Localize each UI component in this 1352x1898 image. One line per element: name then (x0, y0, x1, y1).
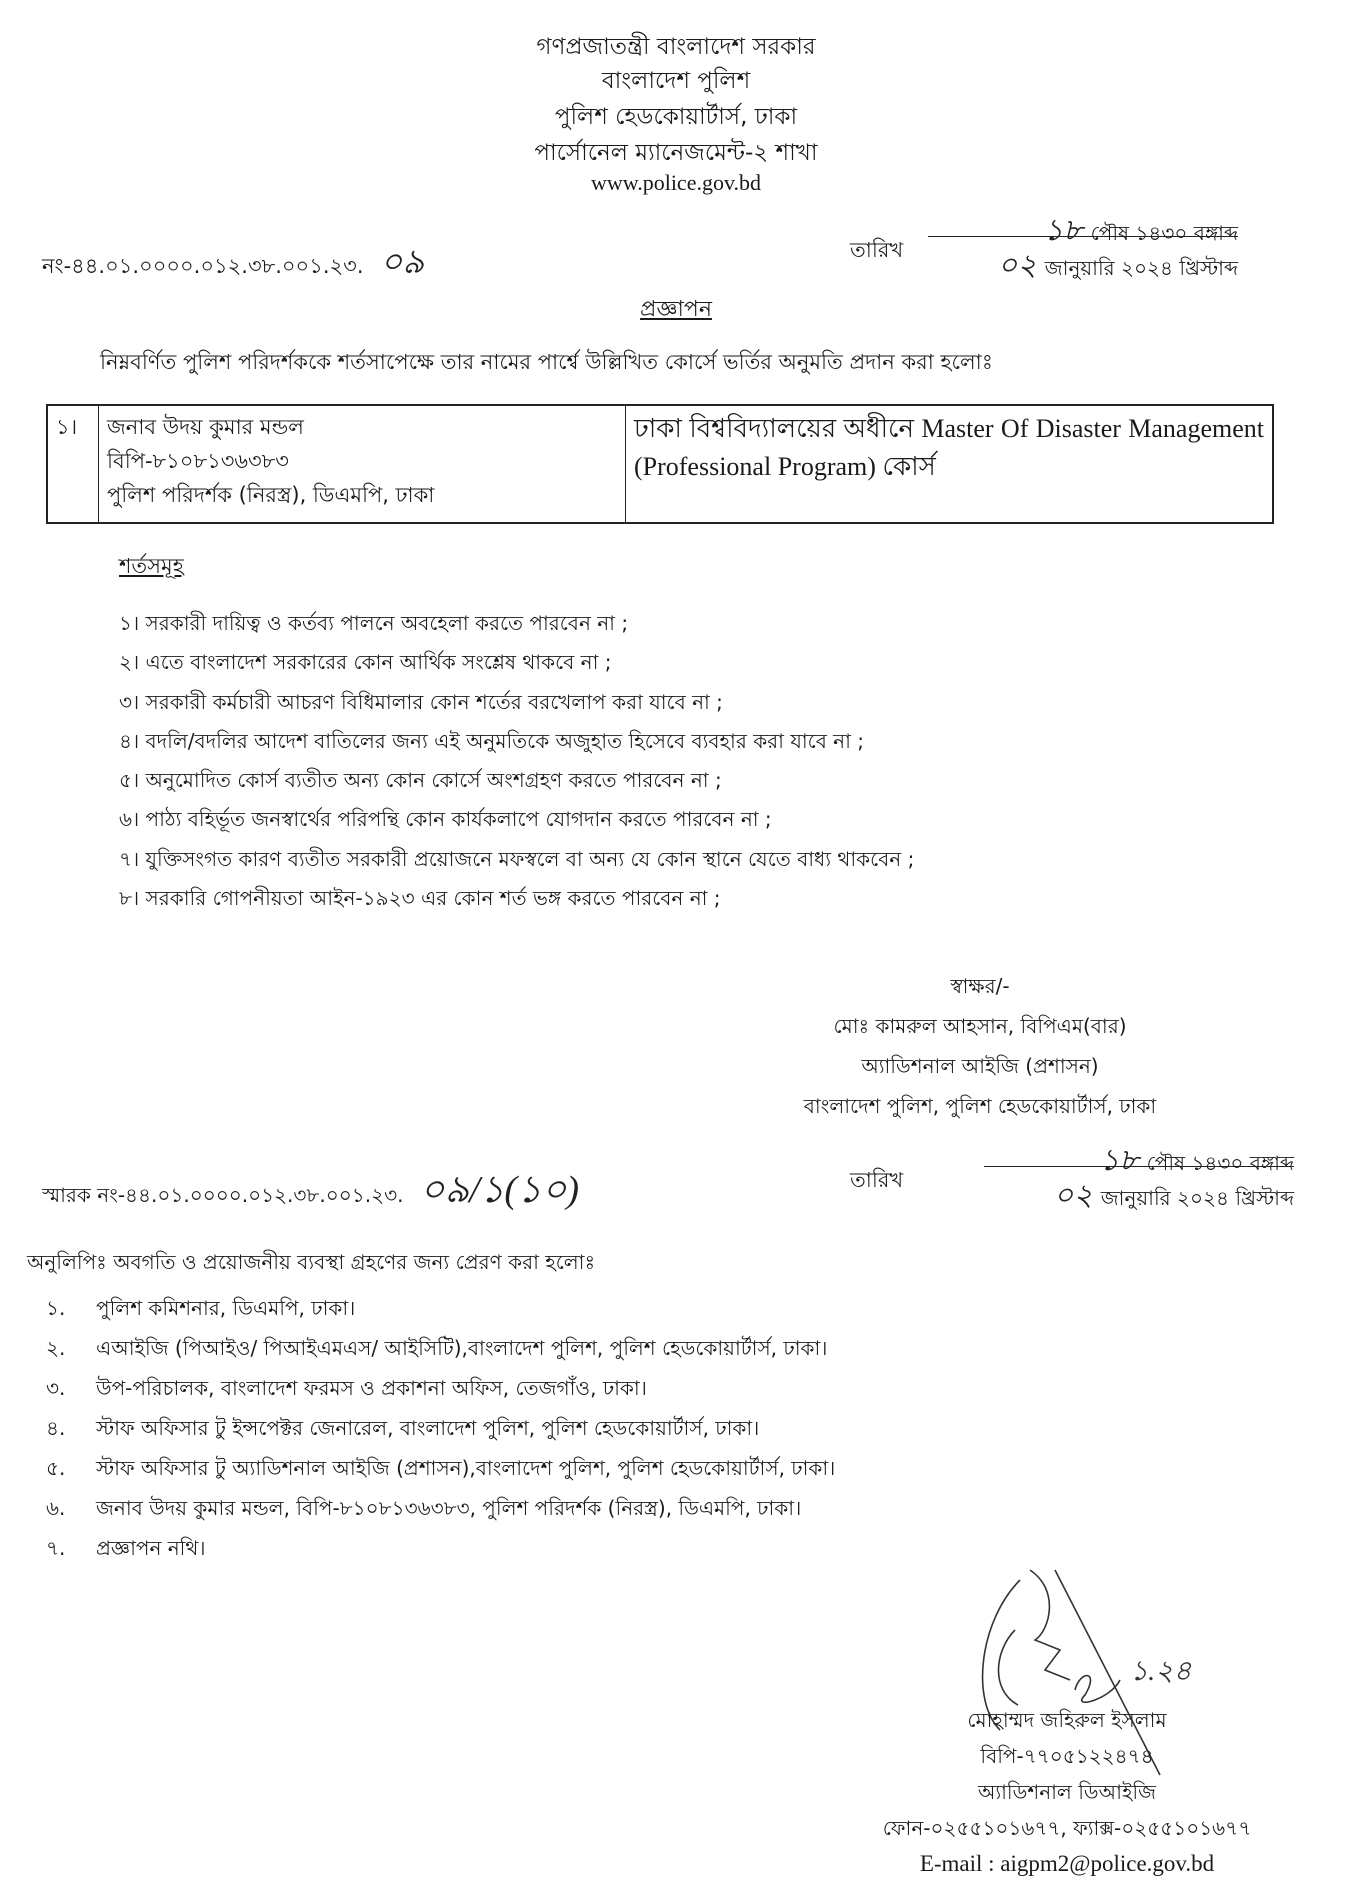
list-number: ৩. (46, 1376, 66, 1400)
officer-designation: পুলিশ পরিদর্শক (নিরস্ত্র), ডিএমপি, ঢাকা (107, 483, 435, 507)
list-text: উপ-পরিচালক, বাংলাদেশ ফরমস ও প্রকাশনা অফিস, তেজগাঁও, ঢাকা। (96, 1376, 647, 1400)
condition-item: ৭। যুক্তিসংগত কারণ ব্যতীত সরকারী প্রয়োজনে মফস্বলে বা অন্য যে কোন স্থানে যেতে বাধ্য থাকবেন ; (119, 846, 915, 871)
signatory-office: বাংলাদেশ পুলিশ, পুলিশ হেডকোয়ার্টার্স, ঢাকা (803, 1094, 1157, 1118)
list-number: ৪. (46, 1416, 66, 1440)
date-day-handwritten: ১৮ (1043, 214, 1083, 247)
officer-name: জনাব উদয় কুমার মন্ডল (107, 415, 304, 439)
notification-title: প্রজ্ঞাপন (640, 297, 712, 322)
conditions-heading: শর্তসমূহ (119, 554, 184, 578)
condition-item: ৪। বদলি/বদলির আদেশ বাতিলের জন্য এই অনুমতিকে অজুহাত হিসেবে ব্যবহার করা যাবে না ; (119, 728, 865, 753)
date-bangla: পৌষ ১৪৩০ বঙ্গাব্দ (1090, 221, 1238, 245)
date-day-handwritten: ০২ (1053, 1179, 1093, 1212)
date-bangla: পৌষ ১৪৩০ বঙ্গাব্দ (1146, 1151, 1294, 1175)
condition-item: ৮। সরকারি গোপনীয়তা আইন-১৯২৩ এর কোন শর্ত ভঙ্গ করতে পারবেন না ; (119, 886, 721, 911)
condition-item: ৫। অনুমোদিত কোর্স ব্যতীত অন্য কোন কোর্সে অংশগ্রহণ করতে পারবেন না ; (119, 768, 722, 793)
govt-name: গণপ্রজাতন্ত্রী বাংলাদেশ সরকার (536, 34, 816, 60)
date-day-handwritten: ০২ (997, 249, 1037, 282)
date-label: তারিখ (850, 238, 904, 262)
list-number: ১. (46, 1296, 66, 1320)
officer-bp: বিপি-৮১০৮১৩৬৩৮৩ (107, 449, 289, 473)
date-block (984, 1136, 1294, 1212)
notification-intro: নিম্নবর্ণিত পুলিশ পরিদর্শককে শর্তসাপেক্ষে তার নামের পার্শ্বে উল্লিখিত কোর্সে ভর্তির অনুমতি প্রদান করা হলোঃ (100, 350, 993, 374)
table-row (47, 405, 1273, 523)
list-number: ৫. (46, 1456, 66, 1480)
signatory-name: মোঃ কামরুল আহসান, বিপিএম(বার) (833, 1014, 1127, 1038)
memo-number-text: নং-৪৪.০১.০০০০.০১২.৩৮.০০১.২৩. (42, 254, 364, 278)
signatory-designation: অ্যাডিশনাল আইজি (প্রশাসন) (861, 1054, 1099, 1078)
branch-name: পার্সোনেল ম্যানেজমেন্ট-২ শাখা (534, 140, 818, 166)
date-label: তারিখ (850, 1168, 904, 1192)
date-gregorian: জানুয়ারি ২০২৪ খ্রিস্টাব্দ (1044, 256, 1238, 280)
permission-table (46, 404, 1274, 524)
list-item (46, 1288, 835, 1328)
list-item (46, 1368, 835, 1408)
list-number: ৭. (46, 1536, 66, 1560)
memo-number (42, 236, 424, 293)
org-name: বাংলাদেশ পুলিশ (601, 68, 751, 94)
signed-mark: স্বাক্ষর/- (950, 974, 1010, 998)
signatory2-bp: বিপি-৭৭০৫১২২৪৭৪ (980, 1744, 1154, 1768)
office-name: পুলিশ হেডকোয়ার্টার্স, ঢাকা (554, 104, 798, 130)
condition-item: ৬। পাঠ্য বহির্ভূত জনস্বার্থের পরিপন্থি কোন কার্যকলাপে যোগদান করতে পারবেন না ; (119, 807, 772, 832)
list-text: প্রজ্ঞাপন নথি। (96, 1536, 206, 1560)
signatory2-designation: অ্যাডিশনাল ডিআইজি (978, 1780, 1156, 1804)
list-text: এআইজি (পিআইও/ পিআইএমএস/ আইসিটি),বাংলাদেশ পুলিশ, পুলিশ হেডকোয়ার্টার্স, ঢাকা। (96, 1336, 828, 1360)
condition-item: ৩। সরকারী কর্মচারী আচরণ বিধিমালার কোন শর্তের বরখেলাপ করা যাবে না ; (119, 689, 723, 714)
signatory2-block (800, 1702, 1334, 1882)
list-number: ২. (46, 1336, 66, 1360)
list-number: ৬. (46, 1496, 66, 1520)
memo-handwritten-number: ০৯ (380, 244, 425, 281)
website-link[interactable]: www.police.gov.bd (590, 170, 762, 195)
list-item (46, 1328, 835, 1368)
list-text: জনাব উদয় কুমার মন্ডল, বিপি-৮১০৮১৩৬৩৮৩, পুলিশ পরিদর্শক (নিরস্ত্র), ডিএমপি, ঢাকা। (96, 1496, 802, 1520)
list-text: স্টাফ অফিসার টু ইন্সপেক্টর জেনারেল, বাংলাদেশ পুলিশ, পুলিশ হেডকোয়ার্টার্স, ঢাকা। (96, 1416, 760, 1440)
date-block (928, 206, 1238, 282)
date-day-handwritten: ১৮ (1099, 1144, 1139, 1177)
list-text: পুলিশ কমিশনার, ডিএমপি, ঢাকা। (96, 1296, 356, 1320)
list-item (46, 1528, 835, 1568)
condition-item: ২। এতে বাংলাদেশ সরকারের কোন আর্থিক সংশ্লেষ থাকবে না ; (119, 650, 612, 675)
signatory2-name: মোহাম্মদ জহিরুল ইসলাম (967, 1708, 1167, 1732)
condition-item: ১। সরকারী দায়িত্ব ও কর্তব্য পালনে অবহেলা করতে পারবেন না ; (119, 611, 629, 635)
copy-list (46, 1288, 835, 1568)
officer-cell (99, 405, 626, 523)
memo2-number-text: স্মারক নং-৪৪.০১.০০০০.০১২.৩৮.০০১.২৩. (42, 1183, 404, 1207)
list-item (46, 1488, 835, 1528)
memo2-handwritten-number: ০৯/১(১০) (419, 1169, 580, 1211)
signatory2-contact: ফোন-০২৫৫১০১৬৭৭, ফ্যাক্স-০২৫৫১০১৬৭৭ (882, 1816, 1252, 1840)
signatory-block (730, 966, 1230, 1126)
memo2-number (42, 1160, 579, 1224)
signatory2-email[interactable]: E-mail : aigpm2@police.gov.bd (919, 1851, 1215, 1876)
list-item (46, 1448, 835, 1488)
signature-date: ১.২৪ (1130, 1656, 1192, 1687)
serial-cell: ১। (47, 405, 99, 523)
course-cell: ঢাকা বিশ্ববিদ্যালয়ের অধীনে Master Of Disaster Management (Professional Program) কোর্স (626, 405, 1274, 523)
date-gregorian: জানুয়ারি ২০২৪ খ্রিস্টাব্দ (1100, 1186, 1294, 1210)
copy-intro: অনুলিপিঃ অবগতি ও প্রয়োজনীয় ব্যবস্থা গ্রহণের জন্য প্রেরণ করা হলোঃ (27, 1250, 596, 1274)
list-text: স্টাফ অফিসার টু অ্যাডিশনাল আইজি (প্রশাসন),বাংলাদেশ পুলিশ, পুলিশ হেডকোয়ার্টার্স, ঢাকা। (96, 1456, 836, 1480)
list-item (46, 1408, 835, 1448)
conditions-list (119, 604, 914, 918)
